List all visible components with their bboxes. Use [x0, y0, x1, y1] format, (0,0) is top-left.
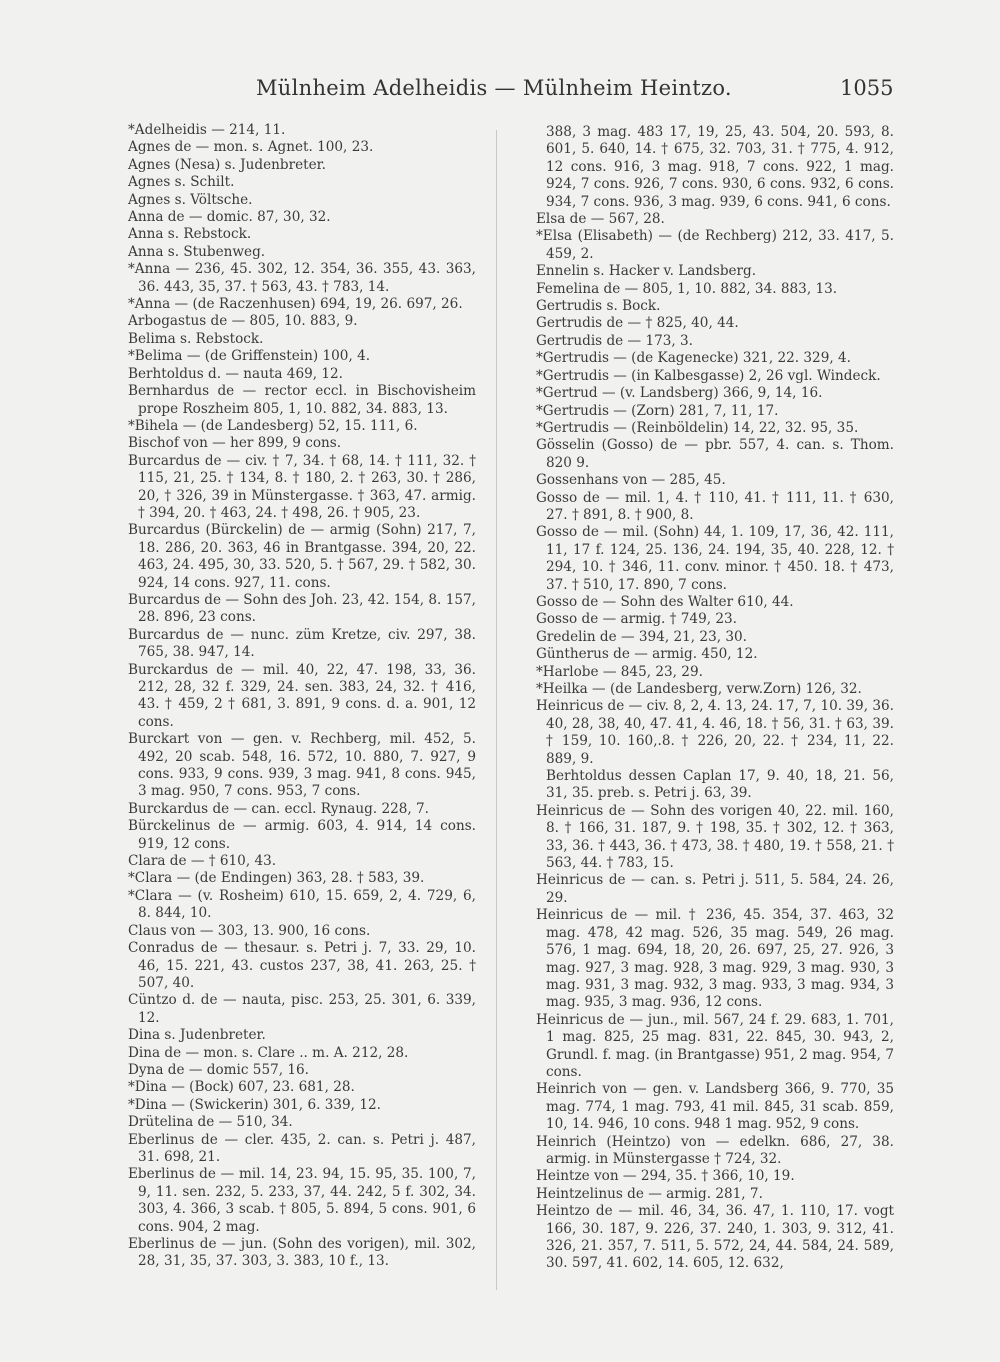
- index-entry: Gredelin de — 394, 21, 23, 30.: [536, 628, 747, 645]
- index-entry: Drütelina de — 510, 34.: [128, 1114, 293, 1131]
- index-entry: Eberlinus de — mil. 14, 23. 94, 15. 95, 35. 100, 7, 9, 11. sen. 232, 5. 233, 37, 44. 242, 5 f. 302, 34. 303, 4. 366, 3 scab. † 805, 5. 894, 5 cons. 901, 6 cons. 904, 2 mag.: [128, 1166, 476, 1235]
- index-entry: Burcardus de — nunc. züm Kretze, civ. 297, 38. 765, 38. 947, 14.: [128, 626, 476, 661]
- index-entry: Agnes s. Völtsche.: [128, 191, 253, 208]
- index-entry: *Adelheidis — 214, 11.: [128, 122, 286, 138]
- index-entry: Heinricus de — jun., mil. 567, 24 f. 29. 683, 1. 701, 1 mag. 825, 25 mag. 831, 22. 845, 30. 943, 2, Grundl. f. mag. (in Brantgasse) 951, 2 mag. 954, 7 cons.: [536, 1011, 894, 1080]
- index-entry: Gosso de — armig. † 749, 23.: [536, 611, 737, 628]
- index-entry: Gosso de — mil. 1, 4. † 110, 41. † 111, 11. † 630, 27. † 891, 8. † 900, 8.: [536, 489, 894, 523]
- index-entry: Dina de — mon. s. Clare .. m. A. 212, 28.: [128, 1044, 409, 1061]
- index-entry: Güntherus de — armig. 450, 12.: [536, 646, 758, 663]
- index-entry: Bernhardus de — rector eccl. in Bischovisheim prope Roszheim 805, 1, 10. 882, 34. 883, 13.: [128, 383, 476, 417]
- index-entry: Agnes s. Schilt.: [128, 174, 235, 191]
- index-entry: *Clara — (v. Rosheim) 610, 15. 659, 2, 4. 729, 6, 8. 844, 10.: [128, 887, 476, 922]
- index-entry: Clara de — † 610, 43.: [128, 853, 277, 870]
- index-entry: Berhtoldus d. — nauta 469, 12.: [128, 365, 344, 382]
- index-entry: *Clara — (de Endingen) 363, 28. † 583, 39.: [128, 870, 425, 887]
- index-entry: Gertrudis de — 173, 3.: [536, 332, 694, 349]
- index-entry: Heinricus de — can. s. Petri j. 511, 5. 584, 24. 26, 29.: [536, 872, 894, 906]
- index-entry: Gossenhans von — 285, 45.: [536, 472, 726, 489]
- page-title: Mülnheim Adelheidis — Mülnheim Heintzo.: [256, 76, 732, 100]
- index-entry: Bischof von — her 899, 9 cons.: [128, 435, 342, 452]
- index-entry: *Dina — (Bock) 607, 23. 681, 28.: [128, 1079, 355, 1096]
- right-column: [536, 124, 894, 1273]
- index-entry: Gosso de — Sohn des Walter 610, 44.: [536, 593, 794, 610]
- index-entry: Agnes de — mon. s. Agnet. 100, 23.: [128, 139, 374, 156]
- index-entry: Burckardus de — can. eccl. Rynaug. 228, 7.: [128, 800, 430, 817]
- index-entry: Femelina de — 805, 1, 10. 882, 34. 883, 13.: [536, 280, 838, 297]
- index-entry: Dina s. Judenbreter.: [128, 1027, 266, 1044]
- index-entry: Eberlinus de — jun. (Sohn des vorigen), mil. 302, 28, 31, 35, 37. 303, 3. 383, 10 f., 13.: [128, 1236, 476, 1270]
- index-entry: Heintzo de — mil. 46, 34, 36. 47, 1. 110, 17. vogt 166, 30. 187, 9. 226, 37. 240, 1. 303, 9. 312, 41. 326, 21. 357, 7. 511, 5. 572, 24, 44. 584, 24. 589, 30. 597, 41. 602, 14. 605, 12. 632,: [536, 1203, 894, 1272]
- index-entry: Ennelin s. Hacker v. Landsberg.: [536, 263, 757, 280]
- index-entry: Burcardus (Bürckelin) de — armig (Sohn) 217, 7, 18. 286, 20. 363, 46 in Brantgasse. 394, 20, 22. 463, 24. 495, 30, 33. 520, 5. † 567, 29. † 582, 30. 924, 14 cons. 927, 11. cons.: [128, 522, 476, 591]
- index-entry: Bürckelinus de — armig. 603, 4. 914, 14 cons. 919, 12 cons.: [128, 818, 476, 852]
- index-entry: *Gertrud — (v. Landsberg) 366, 9, 14, 16.: [536, 385, 823, 402]
- left-column: [128, 122, 476, 1271]
- index-entry: *Anna — (de Raczenhusen) 694, 19, 26. 697, 26.: [128, 296, 463, 313]
- index-entry: *Dina — (Swickerin) 301, 6. 339, 12.: [128, 1096, 381, 1113]
- index-entry: Elsa de — 567, 28.: [536, 211, 665, 228]
- index-entry: Gertrudis de — † 825, 40, 44.: [536, 315, 739, 332]
- index-entry: Burckart von — gen. v. Rechberg, mil. 452, 5. 492, 20 scab. 548, 16. 572, 10. 880, 7. 927, 9 cons. 933, 9 cons. 939, 3 mag. 941, 8 cons. 945, 3 mag. 950, 7 cons. 953, 7 cons.: [128, 731, 476, 800]
- index-entry: Burckardus de — mil. 40, 22, 47. 198, 33, 36. 212, 28, 32 f. 329, 24. sen. 383, 24, 32. † 416, 43. † 459, 2 † 681, 3. 891, 9 cons. d. a. 901, 12 cons.: [128, 661, 476, 730]
- index-entry: *Gertrudis — (Reinböldelin) 14, 22, 32. 95, 35.: [536, 419, 859, 436]
- index-entry: Arbogastus de — 805, 10. 883, 9.: [128, 313, 358, 330]
- column-divider: [496, 130, 497, 1290]
- index-entry: *Belima — (de Griffenstein) 100, 4.: [128, 348, 371, 365]
- index-entry: Heinricus de — civ. 8, 2, 4. 13, 24. 17, 7, 10. 39, 36. 40, 28, 38, 40, 47. 41, 4. 46, 18. † 56, 31. † 63, 39. † 159, 10. 160,.8. † 226, 20, 22. † 234, 11, 22. 889, 9.: [536, 698, 894, 767]
- index-entry: Belima s. Rebstock.: [128, 330, 264, 347]
- index-entry: Heintzelinus de — armig. 281, 7.: [536, 1185, 763, 1202]
- index-entry: Gosso de — mil. (Sohn) 44, 1. 109, 17, 36, 42. 111, 11, 17 f. 124, 25. 136, 24. 194, 35, 40. 228, 12. † 294, 10. † 346, 11. conv. minor. † 450. 18. † 473, 37. † 510, 17. 890, 7 cons.: [536, 524, 894, 593]
- index-entry: Heinrich von — gen. v. Landsberg 366, 9. 770, 35 mag. 774, 1 mag. 793, 41 mil. 845, 31 scab. 859, 10, 14. 946, 10 cons. 948 1 mag. 952, 9 cons.: [536, 1081, 894, 1133]
- index-entry: Gertrudis s. Bock.: [536, 298, 661, 315]
- index-entry: *Anna — 236, 45. 302, 12. 354, 36. 355, 43. 363, 36. 443, 35, 37. † 563, 43. † 783, 14.: [128, 261, 476, 295]
- index-entry: Heinricus de — mil. † 236, 45. 354, 37. 463, 32 mag. 478, 42 mag. 526, 35 mag. 549, 26 mag. 576, 1 mag. 694, 18, 20, 26. 697, 25, 27. 926, 3 mag. 927, 3 mag. 928, 3 mag. 929, 3 mag. 930, 3 mag. 931, 3 mag. 932, 3 mag. 933, 3 mag. 934, 3 mag. 935, 3 mag. 936, 12 cons.: [536, 907, 894, 1011]
- index-entry: *Harlobe — 845, 23, 29.: [536, 663, 703, 680]
- index-entry: Gösselin (Gosso) de — pbr. 557, 4. can. s. Thom. 820 9.: [536, 437, 894, 471]
- index-entry: Cüntzo d. de — nauta, pisc. 253, 25. 301, 6. 339, 12.: [128, 992, 476, 1026]
- page-number: 1055: [840, 76, 894, 100]
- index-entry: Anna s. Stubenweg.: [128, 243, 266, 260]
- index-entry: Heintze von — 294, 35. † 366, 10, 19.: [536, 1168, 795, 1185]
- index-entry: Burcardus de — Sohn des Joh. 23, 42. 154, 8. 157, 28. 896, 23 cons.: [128, 591, 476, 626]
- page-header: [0, 76, 1000, 106]
- index-entry: Heinrich (Heintzo) von — edelkn. 686, 27, 38. armig. in Münstergasse † 724, 32.: [536, 1133, 894, 1167]
- index-entry: Burcardus de — civ. † 7, 34. † 68, 14. † 111, 32. † 115, 21, 25. † 134, 8. † 180, 2. † 263, 30. † 286, 20, † 326, 39 in Münstergasse. † 363, 47. armig. † 394, 20. † 463, 24. † 498, 26. † 905, 23.: [128, 452, 476, 521]
- index-entry: Anna de — domic. 87, 30, 32.: [128, 209, 331, 226]
- index-sub-entry: Berhtoldus dessen Caplan 17, 9. 40, 18, 21. 56, 31, 35. preb. s. Petri j. 63, 39.: [546, 768, 894, 802]
- index-entry: Agnes (Nesa) s. Judenbreter.: [128, 156, 326, 173]
- continued-entry: 388, 3 mag. 483 17, 19, 25, 43. 504, 20. 593, 8. 601, 5. 640, 14. † 675, 32. 703, 31. † 775, 4. 912, 12 cons. 916, 3 mag. 918, 7 cons. 922, 1 mag. 924, 7 cons. 926, 7 cons. 930, 6 cons. 932, 6 cons. 934, 7 cons. 936, 3 mag. 939, 6 cons. 941, 6 cons.: [546, 124, 894, 210]
- index-entry: *Bihela — (de Landesberg) 52, 15. 111, 6.: [128, 417, 418, 434]
- index-entry: *Gertrudis — (Zorn) 281, 7, 11, 17.: [536, 402, 779, 419]
- index-entry: *Gertrudis — (in Kalbesgasse) 2, 26 vgl. Windeck.: [536, 367, 881, 384]
- index-entry: Heinricus de — Sohn des vorigen 40, 22. mil. 160, 8. † 166, 31. 187, 9. † 198, 35. † 302, 12. † 363, 33, 36. † 443, 36. † 473, 38. † 480, 19. † 558, 21. † 563, 44. † 783, 15.: [536, 802, 894, 872]
- index-entry: *Heilka — (de Landesberg, verw.Zorn) 126, 32.: [536, 681, 862, 697]
- index-entry: *Elsa (Elisabeth) — (de Rechberg) 212, 33. 417, 5. 459, 2.: [536, 228, 894, 262]
- index-entry: Conradus de — thesaur. s. Petri j. 7, 33. 29, 10. 46, 15. 221, 43. custos 237, 38, 41. 263, 25. † 507, 40.: [128, 940, 476, 991]
- index-entry: Anna s. Rebstock.: [128, 226, 252, 243]
- index-entry: Claus von — 303, 13. 900, 16 cons.: [128, 922, 371, 939]
- index-entry: Dyna de — domic 557, 16.: [128, 1061, 310, 1078]
- index-entry: *Gertrudis — (de Kagenecke) 321, 22. 329, 4.: [536, 350, 851, 367]
- index-entry: Eberlinus de — cler. 435, 2. can. s. Petri j. 487, 31. 698, 21.: [128, 1131, 476, 1165]
